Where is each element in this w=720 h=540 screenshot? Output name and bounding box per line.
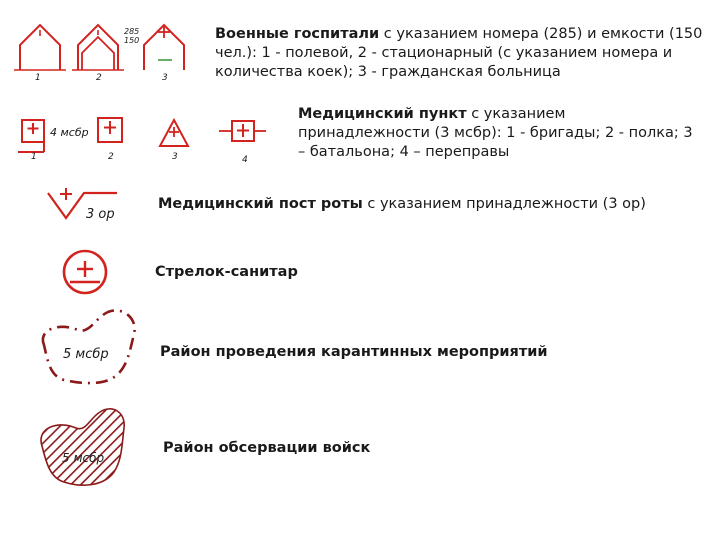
hospital-capacity-number: 285 bbox=[124, 27, 140, 36]
hospital-number-3: 3 bbox=[162, 73, 168, 83]
hospital-capacity-beds: 150 bbox=[124, 36, 140, 45]
rifleman-medic-description bbox=[155, 263, 555, 282]
battalion-medical-point-icon bbox=[160, 120, 188, 146]
regiment-medical-point-icon bbox=[98, 118, 122, 142]
medical-post-unit-label: 3 ор bbox=[86, 207, 115, 222]
quarantine-area-unit-label: 5 мсбр bbox=[63, 347, 109, 362]
hospital-number-2: 2 bbox=[96, 73, 102, 83]
medical-post-description bbox=[158, 195, 698, 214]
hospitals-text: с указанием номера (285) и емкости (150 чел.): 1 - полевой, 2 - стационарный (с указанием номера и количества коек); 3 - гражданская больница bbox=[215, 26, 703, 80]
quarantine-area-description bbox=[160, 343, 680, 362]
medical-point-number-1: 1 bbox=[31, 152, 37, 162]
medical-point-description bbox=[298, 105, 698, 162]
medical-point-number-2: 2 bbox=[108, 152, 114, 162]
hospitals-description bbox=[215, 25, 705, 82]
rifleman-medic-icon bbox=[64, 251, 106, 293]
hospital-number-1: 1 bbox=[35, 73, 41, 83]
rifleman-medic-title: Стрелок-санитар bbox=[155, 264, 298, 280]
medical-post-text: с указанием принадлежности (3 ор) bbox=[362, 196, 646, 212]
observation-area-description bbox=[163, 439, 683, 458]
crossing-medical-point-icon bbox=[219, 121, 266, 141]
quarantine-area-title: Район проведения карантинных мероприятий bbox=[160, 344, 548, 360]
observation-area-unit-label: 5 мсбр bbox=[62, 451, 105, 465]
field-hospital-icon bbox=[14, 25, 66, 70]
medical-post-title: Медицинский пост роты bbox=[158, 196, 363, 212]
observation-area-icon bbox=[41, 409, 124, 485]
brigade-medical-point-icon bbox=[18, 120, 44, 152]
medical-point-text: с указанием принадлежности (3 мсбр): 1 - бригады; 2 - полка; 3 – батальона; 4 – переправы bbox=[298, 106, 693, 160]
civil-hospital-icon bbox=[144, 25, 184, 70]
observation-area-title: Район обсервации войск bbox=[163, 440, 371, 456]
stationary-hospital-icon bbox=[72, 25, 124, 70]
hospitals-title: Военные госпитали bbox=[215, 26, 380, 42]
medical-point-number-3: 3 bbox=[172, 152, 178, 162]
medical-point-title: Медицинский пункт bbox=[298, 106, 467, 122]
medical-point-unit-label: 4 мсбр bbox=[50, 126, 89, 139]
medical-point-number-4: 4 bbox=[242, 155, 248, 165]
